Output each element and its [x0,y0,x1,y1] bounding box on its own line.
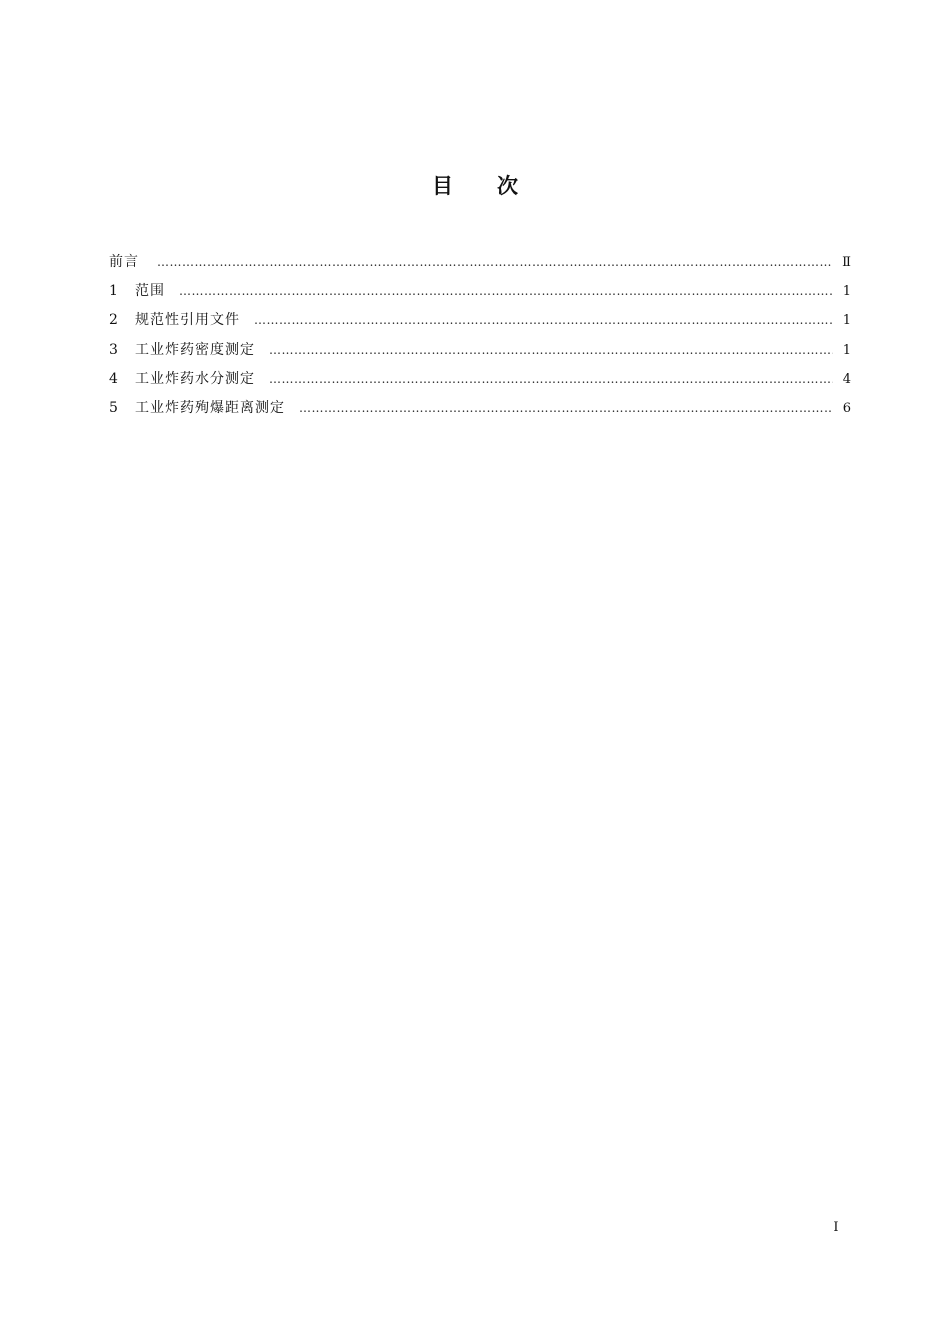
toc-entry-number: 4 [109,370,118,387]
toc-entry-page: Ⅱ [842,255,851,270]
toc-entry-3[interactable] [109,336,851,365]
toc-entry-page: 4 [842,371,851,387]
toc-entry-label: 工业炸药密度测定 [135,341,255,358]
toc-leader-dots [157,248,833,277]
toc-entry-number: 2 [109,312,118,329]
toc-leader-dots [254,306,833,335]
toc-entry-page: 1 [842,284,851,300]
page-title-char-2: 次 [497,174,518,198]
toc-entry-label: 前言 [109,254,139,270]
toc-entry-label: 工业炸药水分测定 [135,370,255,387]
toc-entry-number: 5 [109,399,118,416]
toc-leader-dots [299,394,833,423]
toc-entry-preface[interactable] [109,248,851,277]
toc-entry-page: 1 [842,342,851,358]
toc-entry-label: 范围 [135,283,165,300]
toc-entry-2[interactable] [109,306,851,335]
toc-entry-label: 规范性引用文件 [135,312,240,329]
toc-entry-page: 6 [842,400,851,416]
toc-leader-dots [179,277,833,306]
table-of-contents [109,248,851,423]
toc-entry-1[interactable] [109,277,851,306]
page-number: I [833,1220,839,1235]
toc-entry-4[interactable] [109,365,851,394]
page-title [0,170,950,202]
toc-entry-number: 1 [109,283,118,300]
toc-entry-number: 3 [109,341,118,358]
toc-entry-page: 1 [842,313,851,329]
toc-leader-dots [269,365,833,394]
page-title-char-1: 目 [432,174,453,198]
toc-leader-dots [269,336,833,365]
toc-entry-5[interactable] [109,394,851,423]
toc-entry-label: 工业炸药殉爆距离测定 [135,399,285,416]
